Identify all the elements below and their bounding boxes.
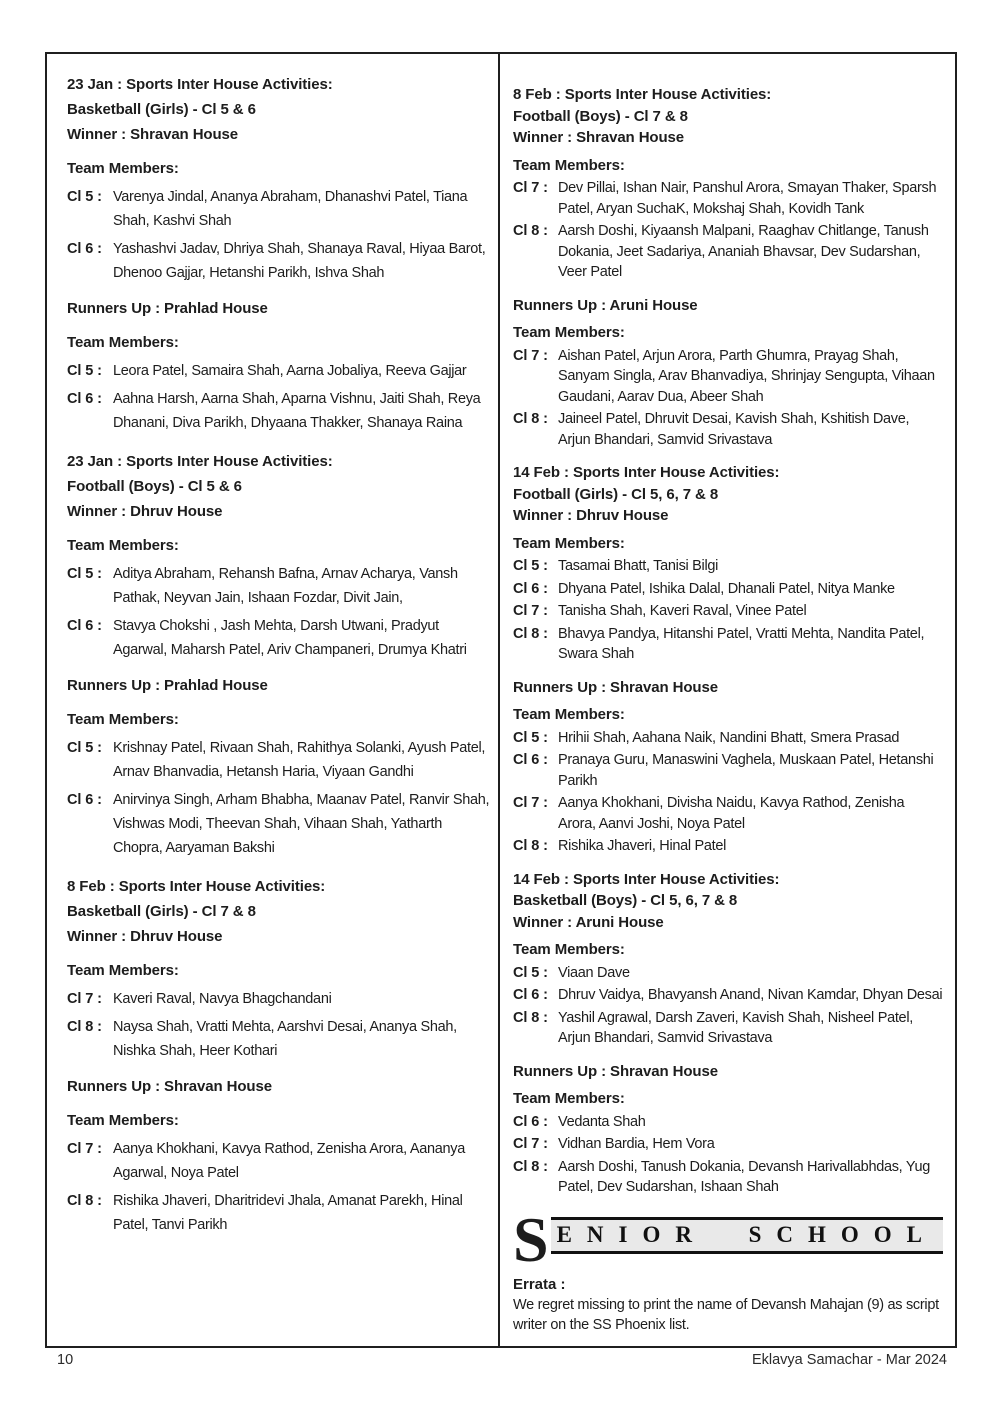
banner-word-senior: ENIOR [556,1221,707,1247]
event-winner-line: Winner : Shravan House [67,126,239,143]
class-label: Cl 7 : [513,795,548,811]
team-entry [67,387,491,435]
member-names: Aarsh Doshi, Kiyaansh Malpani, Raaghav Chitlange, Tanush Dokania, Jeet Sadariya, Ananiah Bhavsar, Dev Sudarshan, Veer Patel [558,223,929,280]
member-names: Rishika Jhaveri, Dharitridevi Jhala, Amanat Parekh, Hinal Patel, Tanvi Parikh [113,1193,463,1233]
team-entry [67,1189,491,1237]
event-heading [67,449,491,524]
member-names: Anirvinya Singh, Arham Bhabha, Maanav Patel, Ranvir Shah, Vishwas Modi, Theevan Shah, Vihaan Shah, Yatharth Chopra, Aaryaman Bakshi [113,792,490,856]
class-label: Cl 6 : [513,752,548,768]
runners-up-label: Runners Up : Prahlad House [67,300,268,317]
team-entry [513,728,943,749]
class-label: Cl 7 : [513,180,548,196]
class-label: Cl 8 : [513,625,548,642]
team-entry [513,178,943,219]
footer-issue-label: Eklavya Samachar - Mar 2024 [751,1352,947,1368]
team-entry [513,556,943,577]
class-label: Cl 7 : [67,991,102,1007]
event-category-line: Basketball (Boys) - Cl 5, 6, 7 & 8 [513,892,738,909]
member-names: Tasamai Bhatt, Tanisi Bilgi [558,558,719,574]
class-label: Cl 5 : [513,729,548,746]
class-label: Cl 8 : [513,223,548,239]
event-heading [513,462,943,527]
member-names: Vedanta Shah [558,1113,646,1130]
team-entry [513,836,943,857]
member-names: Vidhan Bardia, Hem Vora [558,1136,715,1152]
member-names: Yashashvi Jadav, Dhriya Shah, Shanaya Raval, Hiyaa Barot, Dhenoo Gajjar, Hetanshi Parikh, Ishva Shah [113,241,486,281]
event-winner-line: Winner : Shravan House [513,129,685,146]
event-category-line: Basketball (Girls) - Cl 5 & 6 [67,101,256,118]
event-winner-line: Winner : Dhruv House [67,503,223,520]
member-names: Viaan Dave [558,964,630,981]
runners-up-label: Runners Up : Shravan House [67,1078,272,1095]
errata-title: Errata : [513,1275,566,1293]
team-entry [67,237,491,285]
class-label: Cl 7 : [513,1136,548,1152]
member-names: Kaveri Raval, Navya Bhagchandani [113,991,332,1007]
team-members-label: Team Members: [513,534,625,552]
member-names: Dhruv Vaidya, Bhavyansh Anand, Nivan Kamdar, Dhyan Desai [558,987,943,1003]
banner-band [551,1217,943,1254]
class-label: Cl 7 : [513,603,548,619]
team-entry [513,221,943,283]
member-names: Bhavya Pandya, Hitanshi Patel, Vratti Mehta, Nandita Patel, Swara Shah [558,625,925,662]
team-members-label: Team Members: [67,334,179,351]
event-date-title-line: 23 Jan : Sports Inter House Activities: [67,453,333,470]
team-entry [67,736,491,784]
member-names: Dev Pillai, Ishan Nair, Panshul Arora, Smayan Thaker, Sparsh Patel, Aryan SuchaK, Mokshaj Shah, Kovidh Tank [558,180,937,217]
content-frame [45,52,957,1348]
member-names: Naysa Shah, Vratti Mehta, Aarshvi Desai, Ananya Shah, Nishka Shah, Heer Kothari [113,1019,457,1059]
team-entry [513,1008,943,1049]
team-entry [513,601,943,622]
class-label: Cl 6 : [513,987,548,1003]
class-label: Cl 8 : [67,1193,102,1209]
class-label: Cl 8 : [513,838,548,854]
event-date-title-line: 14 Feb : Sports Inter House Activities: [513,464,780,481]
team-members-label: Team Members: [513,324,625,341]
team-entry [67,788,491,860]
team-members-label: Team Members: [67,962,179,979]
event-date-title-line: 8 Feb : Sports Inter House Activities: [67,878,326,895]
team-members-label: Team Members: [67,1112,179,1129]
member-names: Leora Patel, Samaira Shah, Aarna Jobaliya, Reeva Gajjar [113,363,467,379]
team-members-label: Team Members: [513,156,625,174]
member-names: Varenya Jindal, Ananya Abraham, Dhanashvi Patel, Tiana Shah, Kashvi Shah [113,189,468,229]
team-entry [67,185,491,233]
team-entry [67,614,491,662]
team-entry [513,750,943,791]
team-entry [513,793,943,834]
event-heading [513,84,943,149]
errata-text: We regret missing to print the name of Devansh Mahajan (9) as script writer on the SS Phoenix list. [513,1296,939,1333]
team-entry [513,963,943,984]
event-winner-line: Winner : Dhruv House [513,507,669,524]
page-number: 10 [57,1352,74,1368]
member-names: Pranaya Guru, Manaswini Vaghela, Muskaan Patel, Hetanshi Parikh [558,752,934,789]
team-entry [513,346,943,408]
team-members-label: Team Members: [67,711,179,728]
runners-up-label: Runners Up : Shravan House [513,678,718,696]
class-label: Cl 5 : [67,363,102,379]
class-label: Cl 6 : [513,580,548,597]
member-names: Aarsh Doshi, Tanush Dokania, Devansh Harivallabhdas, Yug Patel, Dev Sudarshan, Ishaan Shah [558,1158,930,1195]
banner-initial-letter: S [513,1203,549,1275]
class-label: Cl 5 : [67,740,102,756]
class-label: Cl 6 : [67,241,102,257]
team-entry [67,359,491,383]
event-winner-line: Winner : Aruni House [513,913,664,931]
member-names: Yashil Agrawal, Darsh Zaveri, Kavish Shah, Nisheel Patel, Arjun Bhandari, Samvid Srivastava [558,1009,913,1046]
event-heading [67,874,491,949]
event-winner-line: Winner : Dhruv House [67,928,223,945]
team-entry [513,409,943,450]
right-column [500,54,955,1346]
class-label: Cl 5 : [67,566,102,582]
class-label: Cl 5 : [513,964,548,981]
event-date-title-line: 14 Feb : Sports Inter House Activities: [513,870,780,888]
member-names: Jaineel Patel, Dhruvit Desai, Kavish Shah, Kshitish Dave, Arjun Bhandari, Samvid Srivastava [558,411,910,448]
event-date-title-line: 23 Jan : Sports Inter House Activities: [67,76,333,93]
team-members-label: Team Members: [67,537,179,554]
team-entry [513,985,943,1006]
team-members-label: Team Members: [67,160,179,177]
event-heading [513,869,943,934]
event-category-line: Football (Boys) - Cl 7 & 8 [513,107,688,125]
runners-up-label: Runners Up : Prahlad House [67,677,268,694]
class-label: Cl 7 : [513,347,548,364]
team-entry [513,624,943,665]
class-label: Cl 5 : [67,189,102,205]
team-entry [67,987,491,1011]
team-entry [513,1157,943,1198]
team-entry [67,1137,491,1185]
event-category-line: Basketball (Girls) - Cl 7 & 8 [67,903,256,920]
senior-school-banner [513,1203,943,1275]
member-names: Hrihii Shah, Aahana Naik, Nandini Bhatt, Smera Prasad [558,729,900,746]
runners-up-label: Runners Up : Aruni House [513,296,698,314]
errata-note [513,1274,943,1335]
member-names: Aditya Abraham, Rehansh Bafna, Arnav Acharya, Vansh Pathak, Neyvan Jain, Ishaan Fozdar, Divit Jain, [113,566,458,606]
class-label: Cl 6 : [67,391,102,407]
class-label: Cl 8 : [513,411,548,427]
class-label: Cl 6 : [67,792,102,808]
team-entry [513,579,943,600]
team-members-label: Team Members: [513,941,625,958]
class-label: Cl 7 : [67,1141,102,1157]
class-label: Cl 8 : [513,1158,548,1175]
banner-word-school: SCHOOL [748,1221,937,1247]
member-names: Stavya Chokshi , Jash Mehta, Darsh Utwani, Pradyut Agarwal, Maharsh Patel, Ariv Champaneri, Drumya Khatri [113,618,467,658]
class-label: Cl 6 : [67,618,102,634]
team-entry [513,1134,943,1155]
runners-up-label: Runners Up : Shravan House [513,1062,718,1080]
left-column [47,54,500,1346]
event-category-line: Football (Boys) - Cl 5 & 6 [67,478,242,495]
team-entry [67,562,491,610]
class-label: Cl 8 : [67,1019,102,1035]
team-entry [513,1112,943,1133]
class-label: Cl 8 : [513,1009,548,1026]
member-names: Aanya Khokhani, Divisha Naidu, Kavya Rathod, Zenisha Arora, Aanvi Joshi, Noya Patel [558,795,905,832]
member-names: Krishnay Patel, Rivaan Shah, Rahithya Solanki, Ayush Patel, Arnav Bhanvadia, Hetansh Haria, Viyaan Gandhi [113,740,486,780]
member-names: Aishan Patel, Arjun Arora, Parth Ghumra, Prayag Shah, Sanyam Singla, Arav Bhanvadiya, Shrinjay Sengupta, Vihaan Gaudani, Aarav Dua, Abeer Shah [558,347,935,405]
member-names: Tanisha Shah, Kaveri Raval, Vinee Patel [558,603,807,619]
team-entry [67,1015,491,1063]
member-names: Aahna Harsh, Aarna Shah, Aparna Vishnu, Jaiti Shah, Reya Dhanani, Diva Parikh, Dhyaana Thakker, Shanaya Raina [113,391,481,431]
member-names: Dhyana Patel, Ishika Dalal, Dhanali Patel, Nitya Manke [558,580,895,597]
event-heading [67,72,491,147]
class-label: Cl 6 : [513,1113,548,1130]
event-date-title-line: 8 Feb : Sports Inter House Activities: [513,86,772,103]
team-members-label: Team Members: [513,1090,625,1107]
event-category-line: Football (Girls) - Cl 5, 6, 7 & 8 [513,485,719,503]
member-names: Rishika Jhaveri, Hinal Patel [558,838,727,854]
class-label: Cl 5 : [513,558,548,574]
team-members-label: Team Members: [513,706,625,723]
member-names: Aanya Khokhani, Kavya Rathod, Zenisha Arora, Aananya Agarwal, Noya Patel [113,1141,465,1181]
